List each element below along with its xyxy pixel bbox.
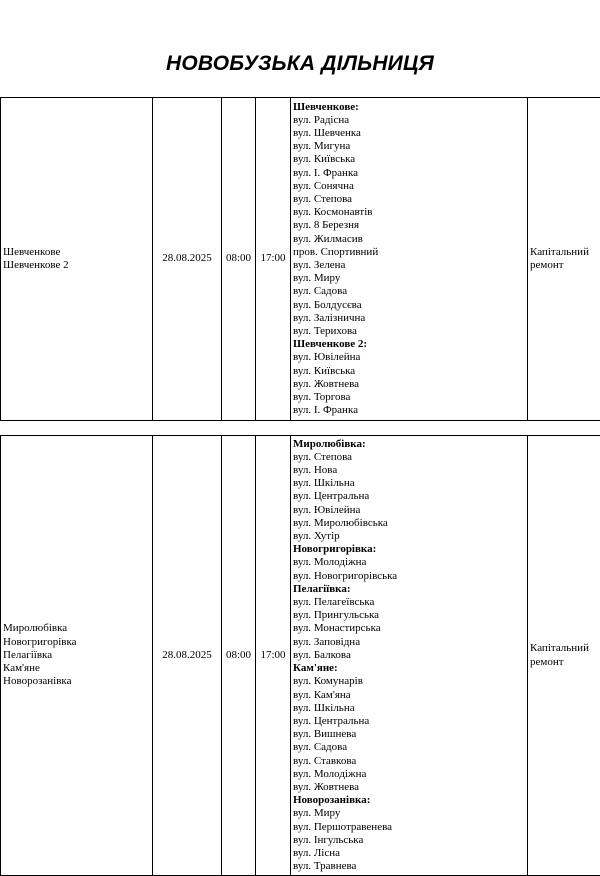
reason-cell: Капітальний ремонт [528,98,600,421]
street-item: вул. Молодіжна [293,767,367,780]
street-item: вул. Центральна [293,490,370,503]
street-item: вул. Центральна [293,714,370,727]
page-title: НОВОБУЗЬКА ДІЛЬНИЦЯ [165,52,435,75]
street-item: вул. Шевченка [293,126,361,139]
street-item: вул. Заповідна [293,635,361,648]
schedule-table-1 [0,97,600,421]
reason-cell: Капітальний ремонт [528,436,600,876]
street-item: вул. Прингульська [293,609,380,622]
locations-cell [1,98,153,421]
table-row [1,436,600,876]
street-item: вул. Шкільна [293,477,355,490]
street-item: вул. Терихова [293,325,357,338]
street-item: вул. Болдусєва [293,298,362,311]
street-item: вул. Степова [293,192,353,205]
street-item: вул. Хутір [293,530,340,543]
village-heading: Кам'яне: [293,662,338,675]
street-item: вул. Сонячна [293,179,354,192]
street-item: вул. Торгова [293,391,351,404]
date-cell: 28.08.2025 [153,98,222,421]
street-item: пров. Спортивний [293,245,379,258]
locations-cell [1,436,153,876]
street-item: вул. Ювілейна [293,351,361,364]
street-item: вул. Миролюбівська [293,516,388,529]
street-item: вул. Травнева [293,860,357,873]
street-item: вул. Зелена [293,259,346,271]
location-name: Новогригорівка [3,635,77,648]
street-item: вул. Шкільна [293,701,355,714]
time-start-cell: 08:00 [222,436,256,876]
street-item: вул. Садова [293,741,348,754]
street-item: вул. Миру [293,272,341,285]
date-cell: 28.08.2025 [153,436,222,876]
street-item: вул. Жилмасив [293,232,363,245]
street-item: вул. Миру [293,807,341,820]
locations-list [3,622,150,688]
village-heading: Шевченкове 2: [293,338,368,351]
street-item: вул. І. Франка [293,166,359,179]
street-item: вул. Садова [293,285,348,298]
street-item: вул. Комунарів [293,675,363,688]
village-heading: Пелагіївка: [293,582,351,595]
street-item: вул. Монастирська [293,622,381,635]
street-item: вул. Радісна [293,113,350,126]
street-item: вул. Степова [293,450,353,463]
street-item: вул. Першотравенева [293,820,393,833]
street-item: вул. Вишнева [293,728,357,741]
street-item: вул. Залізнична [293,311,366,324]
schedule-table-2 [0,435,600,876]
street-item: вул. Молодіжна [293,556,367,569]
village-heading: Шевченкове: [293,100,359,113]
street-item: вул. Ювілейна [293,503,361,516]
time-end-cell: 17:00 [256,98,291,421]
street-item: вул. Лісна [293,846,340,859]
street-item: вул. Нова [293,464,338,477]
time-start-cell: 08:00 [222,98,256,421]
location-name: Шевченкове 2 [3,259,69,271]
addresses-cell [291,436,528,876]
street-item: вул. Жовтнева [293,780,360,793]
street-item: вул. Кам'яна [293,688,351,701]
location-name: Пелагіївка [3,648,53,661]
location-name: Кам'яне [3,662,40,675]
street-item: вул. І. Франка [293,404,359,417]
street-item: вул. Київська [293,153,356,166]
location-name: Шевченкове [3,245,61,258]
street-item: вул. Новогригорівська [293,569,398,582]
street-item: вул. Ставкова [293,754,357,767]
village-heading: Миролюбівка: [293,437,366,450]
location-name: Миролюбівка [3,622,68,635]
street-item: вул. Мигуна [293,140,351,153]
location-name: Новорозанівка [3,675,72,688]
addresses-cell [291,98,528,421]
street-item: вул. 8 Березня [293,219,360,232]
village-heading: Новорозанівка: [293,794,371,807]
street-item: вул. Балкова [293,648,351,661]
table-row [1,98,600,421]
street-item: вул. Пелагеївська [293,596,375,609]
street-item: вул. Інгульська [293,833,364,846]
street-item: вул. Київська [293,364,356,377]
time-end-cell: 17:00 [256,436,291,876]
street-item: вул. Жовтнева [293,377,360,390]
street-item: вул. Космонавтів [293,206,373,219]
village-heading: Новогригорівка: [293,543,377,556]
locations-list [3,246,150,272]
